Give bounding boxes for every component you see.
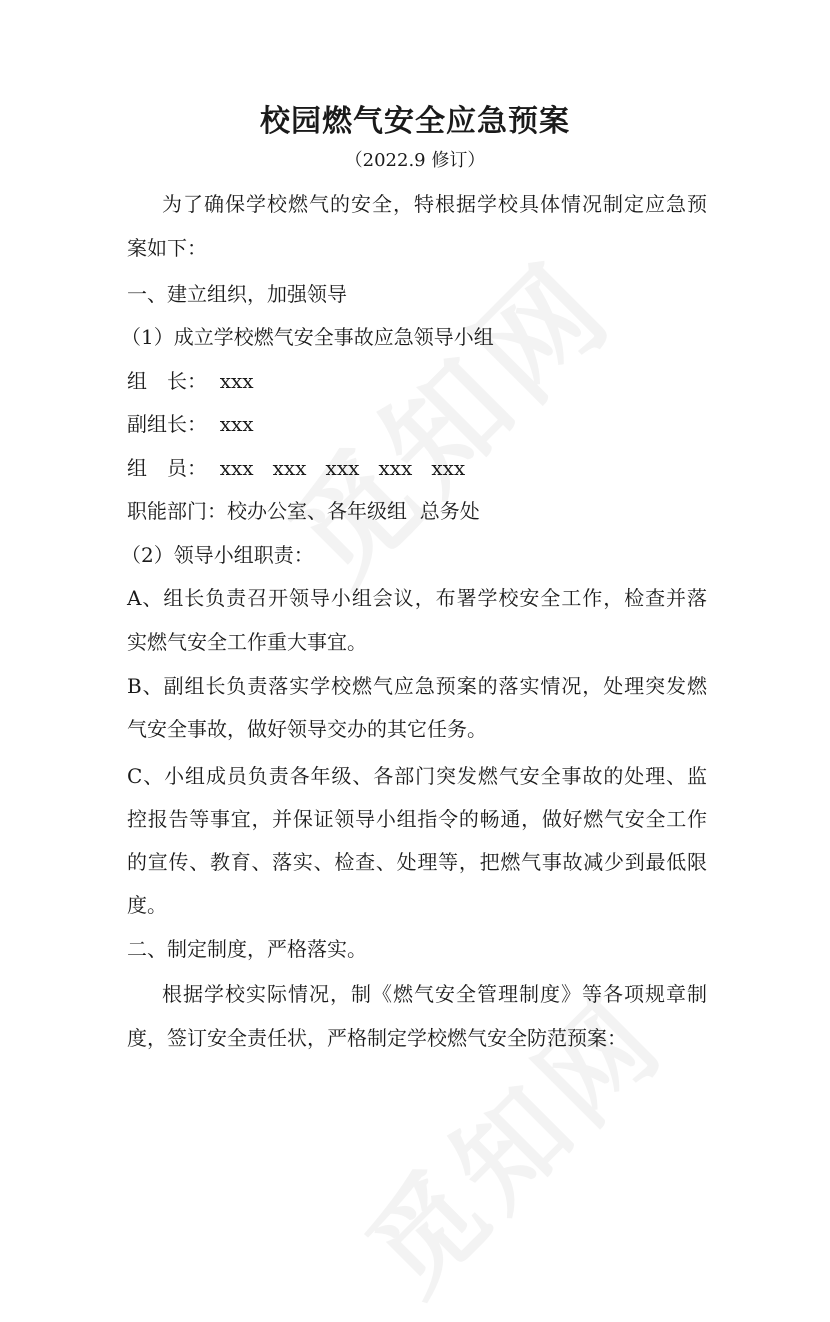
intro-paragraph-line-2: 案如下： xyxy=(127,236,207,260)
duty-c-line-2: 控报告等事宜，并保证领导小组指令的畅通，做好燃气安全工作 xyxy=(127,807,707,831)
watermark xyxy=(327,956,693,1322)
duty-a-line-2: 实燃气安全工作重大事宜。 xyxy=(127,630,367,654)
section-heading-2: 二、制定制度，严格落实。 xyxy=(127,937,367,961)
deputy-leader-line: 副组长： xxx xyxy=(127,412,254,436)
section-heading-1: 一、建立组织，加强领导 xyxy=(127,282,347,306)
revision-subtitle: （2022.9 修订） xyxy=(344,150,486,171)
departments-line: 职能部门：校办公室、各年级组 总务处 xyxy=(127,499,480,523)
rules-paragraph-line-2: 度，签订安全责任状，严格制定学校燃气安全防范预案： xyxy=(127,1026,627,1050)
rules-paragraph-line-1: 根据学校实际情况，制《燃气安全管理制度》等各项规章制 xyxy=(162,982,707,1006)
duty-c-line-4: 度。 xyxy=(127,893,167,917)
duty-b-line-1: B、副组长负责落实学校燃气应急预案的落实情况，处理突发燃 xyxy=(127,674,707,698)
subsection-heading-1: （1）成立学校燃气安全事故应急领导小组 xyxy=(121,325,494,349)
duty-a-line-1: A、组长负责召开领导小组会议，布署学校安全工作，检查并落 xyxy=(127,586,707,610)
duty-b-line-2: 气安全事故，做好领导交办的其它任务。 xyxy=(127,717,487,741)
intro-paragraph-line-1: 为了确保学校燃气的安全，特根据学校具体情况制定应急预 xyxy=(162,192,707,216)
duty-c-line-1: C、小组成员负责各年级、各部门突发燃气安全事故的处理、监 xyxy=(127,764,707,788)
page-title: 校园燃气安全应急预案 xyxy=(260,104,570,139)
duty-c-line-3: 的宣传、教育、落实、检查、处理等，把燃气事故减少到最低限 xyxy=(127,850,707,874)
members-line: 组 员： xxx xxx xxx xxx xxx xyxy=(127,456,466,480)
leader-line: 组 长： xxx xyxy=(127,369,254,393)
subsection-heading-2: （2）领导小组职责： xyxy=(121,543,314,567)
